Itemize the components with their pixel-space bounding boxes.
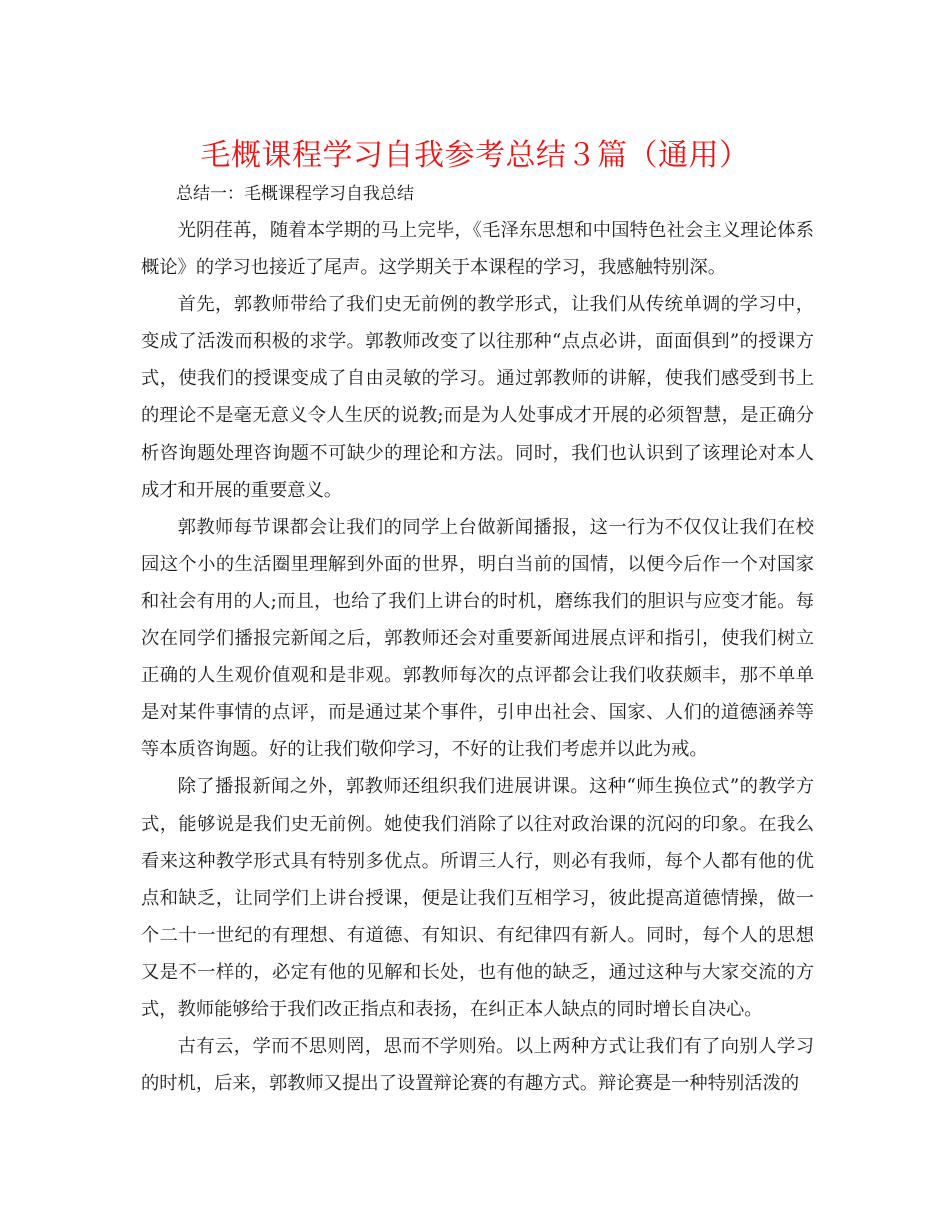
document-title: 毛概课程学习自我参考总结３篇（通用） bbox=[200, 138, 750, 173]
document-body bbox=[141, 212, 814, 1102]
paragraph-3: 郭教师每节课都会让我们的同学上台做新闻播报，这一行为不仅仅让我们在校园这个小的生活圈里理解到外面的世界，明白当前的国情，以便今后作一个对国家和社会有用的人;而且，也给了我们上讲台的时机，磨练我们的胆识与应变才能。每次在同学们播报完新闻之后，郭教师还会对重要新闻进展点评和指引，使我们树立正确的人生观价值观和是非观。郭教师每次的点评都会让我们收获颇丰，那不单单是对某件事情的点评，而是通过某个事件，引申出社会、国家、人们的道德涵养等等本质咨询题。好的让我们敬仰学习，不好的让我们考虑并以此为戒。 bbox=[141, 516, 814, 761]
paragraph-5: 古有云，学而不思则罔，思而不学则殆。以上两种方式让我们有了向别人学习的时机，后来，郭教师又提出了设置辩论赛的有趣方式。辩论赛是一种特别活泼的 bbox=[141, 1036, 814, 1095]
paragraph-1: 光阴荏苒，随着本学期的马上完毕，《毛泽东思想和中国特色社会主义理论体系概论》的学习也接近了尾声。这学期关于本课程的学习，我感触特别深。 bbox=[141, 220, 814, 279]
paragraph-4: 除了播报新闻之外，郭教师还组织我们进展讲课。这种“师生换位式”的教学方式，能够说是我们史无前例。她使我们消除了以往对政治课的沉闷的印象。在我么看来这种教学形式具有特别多优点。所谓三人行，则必有我师，每个人都有他的优点和缺乏，让同学们上讲台授课，便是让我们互相学习，彼此提高道德情操，做一个二十一世纪的有理想、有道德、有知识、有纪律四有新人。同时，每个人的思想又是不一样的，必定有他的见解和长处，也有他的缺乏，通过这种与大家交流的方式，教师能够给于我们改正指点和表扬，在纠正本人缺点的同时增长自决心。 bbox=[141, 776, 814, 1020]
section-heading: 总结一：毛概课程学习自我总结 bbox=[176, 184, 414, 204]
paragraph-2: 首先，郭教师带给了我们史无前例的教学形式，让我们从传统单调的学习中，变成了活泼而积极的求学。郭教师改变了以往那种“点点必讲，面面俱到”的授课方式，使我们的授课变成了自由灵敏的学习。通过郭教师的讲解，使我们感受到书上的理论不是毫无意义令人生厌的说教;而是为人处事成才开展的必须智慧，是正确分析咨询题处理咨询题不可缺少的理论和方法。同时，我们也认识到了该理论对本人成才和开展的重要意义。 bbox=[141, 294, 814, 501]
